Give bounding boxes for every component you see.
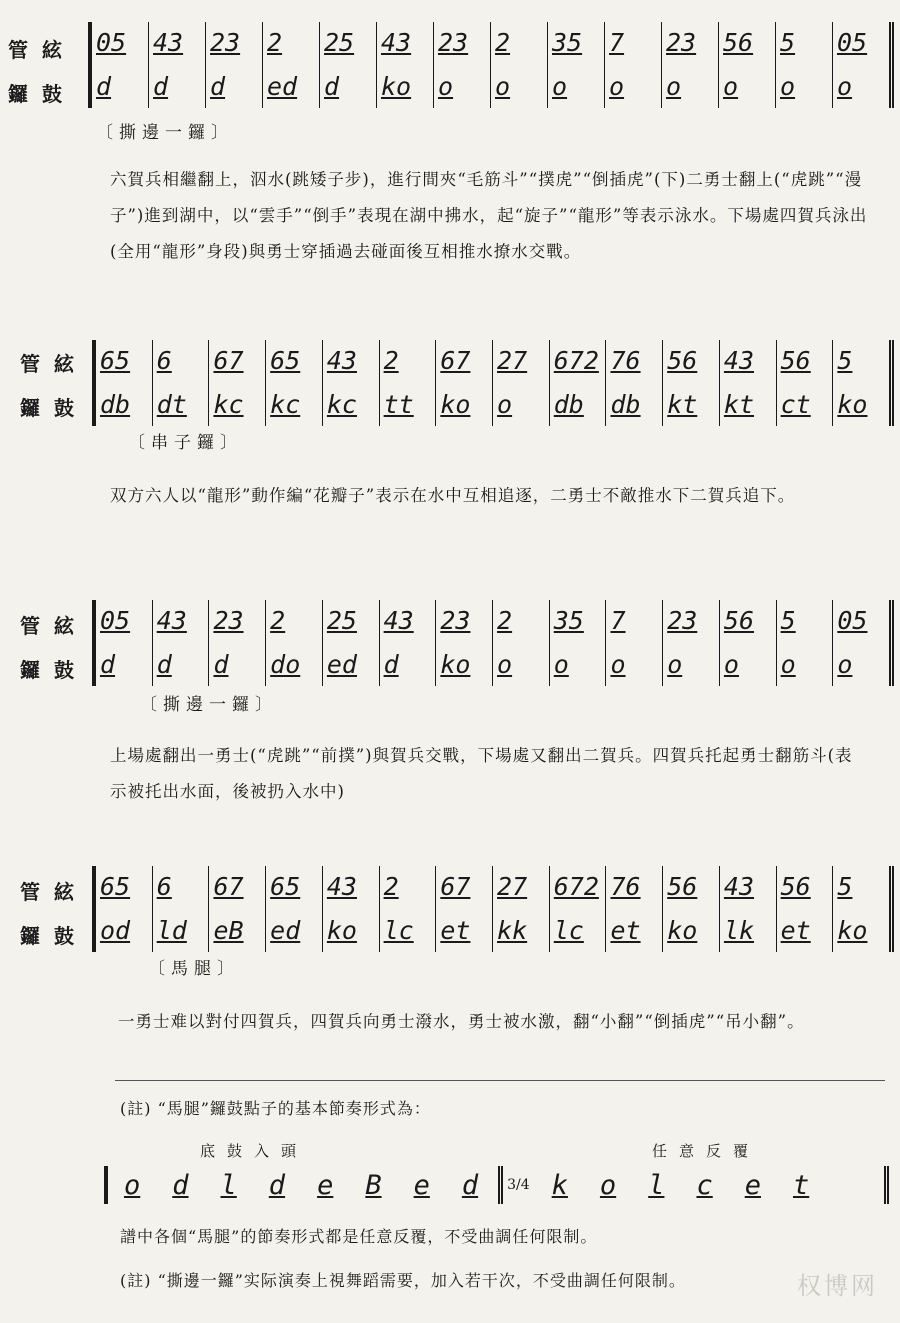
percussion-syllables: od: [100, 916, 131, 945]
measure: [550, 866, 607, 952]
measure: [550, 600, 607, 686]
percussion-syllables: kc: [270, 390, 301, 419]
rhythm-syllable: e: [317, 1169, 334, 1201]
melody-notes: 6: [156, 346, 172, 375]
percussion-syllables: o: [497, 650, 513, 679]
melody-notes: 23: [213, 606, 244, 635]
row-label-bottom: 鑼鼓: [20, 658, 88, 682]
melody-notes: 05: [100, 606, 131, 635]
melody-notes: 05: [837, 606, 868, 635]
melody-notes: 65: [270, 872, 301, 901]
melody-notes: 5: [780, 28, 796, 57]
melody-notes: 76: [610, 346, 641, 375]
percussion-syllables: o: [438, 72, 454, 101]
percussion-syllables: lk: [723, 916, 755, 945]
percussion-syllables: d: [324, 72, 340, 101]
measure: [606, 600, 663, 686]
measure: [662, 22, 719, 108]
percussion-syllables: o: [667, 650, 683, 679]
measure: [833, 866, 889, 952]
percussion-syllables: d: [210, 72, 226, 101]
stage-direction-4: 一勇士难以對付四賀兵，四賀兵向勇士潑水，勇士被水激，翻“小翻”“倒插虎”“吊小翻”。: [118, 1012, 805, 1031]
percussion-syllables: ko: [440, 390, 471, 419]
percussion-syllables: ed: [270, 916, 301, 945]
percussion-syllables: ko: [381, 72, 412, 101]
percussion-syllables: o: [552, 72, 568, 101]
melody-notes: 76: [610, 872, 641, 901]
melody-notes: 67: [440, 346, 471, 375]
melody-notes: 23: [440, 606, 471, 635]
percussion-syllables: kc: [213, 390, 244, 419]
rhythm-syllable: l: [220, 1169, 237, 1201]
melody-notes: 43: [153, 28, 184, 57]
melody-notes: 43: [723, 872, 755, 901]
melody-notes: 25: [324, 28, 355, 57]
measure: [434, 22, 491, 108]
percussion-syllables: kk: [497, 916, 528, 945]
measure: [153, 340, 210, 426]
melody-notes: 5: [837, 346, 853, 375]
bracket-label: 〔撕邊一鑼〕: [140, 695, 278, 715]
melody-notes: 56: [667, 872, 698, 901]
percussion-syllables: ko: [837, 390, 868, 419]
measure: [380, 866, 437, 952]
measure: [777, 340, 834, 426]
pattern-separator: [498, 1166, 503, 1204]
bracket-label: 〔串子鑼〕: [128, 433, 243, 453]
measure: [720, 866, 777, 952]
measure: [436, 600, 493, 686]
melody-notes: 5: [780, 606, 796, 635]
melody-notes: 43: [383, 606, 414, 635]
percussion-syllables: ko: [326, 916, 357, 945]
measure: [833, 340, 889, 426]
staff: [92, 600, 894, 686]
melody-notes: 43: [326, 872, 357, 901]
percussion-syllables: et: [610, 916, 641, 945]
melody-notes: 56: [780, 872, 811, 901]
measure: [320, 22, 377, 108]
stage-direction-3: 上場處翻出一勇士(“虎跳”“前撲”)與賀兵交戰，下場處又翻出二賀兵。四賀兵托起勇士翻筋斗(表示被托出水面，後被扔入水中): [110, 746, 853, 801]
melody-notes: 67: [440, 872, 471, 901]
percussion-syllables: o: [780, 72, 796, 101]
bracket-label: 〔撕邊一鑼〕: [96, 123, 234, 143]
measure: [493, 600, 550, 686]
measure: [777, 866, 834, 952]
percussion-syllables: db: [100, 390, 131, 419]
row-label-top: 管絃: [20, 352, 88, 376]
percussion-syllables: ct: [780, 390, 811, 419]
percussion-syllables: o: [837, 72, 853, 101]
measure: [833, 600, 889, 686]
percussion-syllables: kt: [667, 390, 698, 419]
measure: [550, 340, 607, 426]
percussion-syllables: db: [553, 390, 584, 419]
percussion-syllables: o: [497, 390, 513, 419]
melody-notes: 25: [326, 606, 357, 635]
melody-notes: 7: [609, 28, 625, 57]
melody-notes: 65: [100, 346, 131, 375]
measure: [720, 340, 777, 426]
melody-notes: 35: [553, 606, 584, 635]
row-label-bottom: 鑼鼓: [20, 396, 88, 420]
measure: [153, 600, 210, 686]
rhythm-syllable: o: [124, 1169, 141, 1201]
percussion-syllables: d: [100, 650, 116, 679]
percussion-syllables: o: [723, 650, 739, 679]
measure: [436, 866, 493, 952]
row-label-top: 管絃: [8, 38, 76, 62]
melody-notes: 65: [100, 872, 131, 901]
percussion-syllables: eB: [213, 916, 244, 945]
measure: [92, 22, 149, 108]
measure: [209, 866, 266, 952]
stage-direction-1: 六賀兵相繼翻上，泅水(跳矮子步)，進行間夾“毛筋斗”“撲虎”“倒插虎”(下)二勇士翻上(“虎跳”“漫子”)進到湖中，以“雲手”“倒手”表現在湖中拂水，起“旋子”“龍形”等表示泳水。下場處四賀兵泳出(全用“龍形”身段)與勇士穿插過去碰面後互相推水撩水交戰。: [110, 170, 868, 261]
percussion-syllables: o: [553, 650, 569, 679]
melody-notes: 23: [666, 28, 697, 57]
melody-notes: 35: [552, 28, 583, 57]
measure: [606, 340, 663, 426]
melody-notes: 2: [270, 606, 286, 635]
melody-notes: 65: [270, 346, 301, 375]
percussion-syllables: ed: [326, 650, 357, 679]
melody-notes: 2: [267, 28, 283, 57]
melody-notes: 27: [497, 346, 528, 375]
melody-notes: 56: [723, 606, 755, 635]
percussion-syllables: o: [837, 650, 853, 679]
percussion-syllables: o: [723, 72, 739, 101]
percussion-syllables: ko: [667, 916, 698, 945]
measure: [776, 22, 833, 108]
measure: [380, 600, 437, 686]
percussion-syllables: o: [610, 650, 626, 679]
rhythm-syllable: B: [365, 1169, 382, 1201]
percussion-syllables: et: [440, 916, 471, 945]
measure: [266, 340, 323, 426]
melody-notes: 56: [723, 28, 754, 57]
row-label-top: 管絃: [20, 614, 88, 638]
percussion-syllables: o: [780, 650, 796, 679]
melody-notes: 23: [667, 606, 698, 635]
row-label-bottom: 鑼鼓: [20, 924, 88, 948]
rhythm-syllable: d: [172, 1169, 189, 1201]
measure: [491, 22, 548, 108]
measure: [663, 340, 720, 426]
melody-notes: 43: [381, 28, 412, 57]
percussion-syllables: o: [495, 72, 511, 101]
measure: [266, 866, 323, 952]
measure: [833, 22, 889, 108]
rhythm-syllable: k: [551, 1169, 568, 1201]
melody-notes: 56: [667, 346, 698, 375]
rhythm-syllable: c: [696, 1169, 713, 1201]
measure: [663, 866, 720, 952]
percussion-syllables: tt: [383, 390, 414, 419]
note-mati-rhythm: (註) “馬腿”鑼鼓點子的基本節奏形式為：: [120, 1099, 431, 1118]
divider-line: [115, 1080, 885, 1081]
measure: [209, 600, 266, 686]
note-repeat-freely: 譜中各個“馬腿”的節奏形式都是任意反覆，不受曲調任何限制。: [120, 1227, 598, 1246]
percussion-syllables: d: [383, 650, 399, 679]
percussion-syllables: et: [780, 916, 811, 945]
melody-notes: 67: [213, 872, 244, 901]
staff: [92, 340, 894, 426]
measure: [206, 22, 263, 108]
percussion-syllables: do: [270, 650, 301, 679]
rhythm-syllable: e: [413, 1169, 430, 1201]
measure: [606, 866, 663, 952]
melody-notes: 2: [495, 28, 511, 57]
staff: [88, 22, 894, 108]
percussion-syllables: ed: [267, 72, 298, 101]
row-label-bottom: 鑼鼓: [8, 82, 76, 106]
melody-notes: 43: [326, 346, 357, 375]
percussion-syllables: ko: [440, 650, 471, 679]
measure: [720, 600, 777, 686]
percussion-syllables: o: [666, 72, 682, 101]
melody-notes: 56: [780, 346, 811, 375]
measure: [380, 340, 437, 426]
melody-notes: 672: [553, 346, 599, 375]
melody-notes: 23: [210, 28, 241, 57]
rhythm-syllable: e: [744, 1169, 761, 1201]
measure: [323, 340, 380, 426]
percussion-syllables: lc: [553, 916, 584, 945]
rhythm-syllable: t: [792, 1169, 810, 1201]
pattern-header-right: 任意反覆: [652, 1142, 761, 1160]
time-signature: 3/4: [507, 1177, 530, 1193]
melody-notes: 43: [156, 606, 187, 635]
watermark-logo: 权博网: [797, 1272, 878, 1300]
pattern-header-left: 底鼓入頭: [200, 1142, 309, 1160]
percussion-syllables: d: [156, 650, 172, 679]
percussion-syllables: o: [609, 72, 625, 101]
melody-notes: 2: [497, 606, 513, 635]
rhythm-pattern: [104, 1166, 889, 1204]
measure: [96, 600, 153, 686]
measure: [153, 866, 210, 952]
measure: [663, 600, 720, 686]
melody-notes: 2: [383, 872, 399, 901]
melody-notes: 27: [497, 872, 528, 901]
measure: [493, 866, 550, 952]
percussion-syllables: d: [153, 72, 169, 101]
rhythm-syllable: o: [599, 1169, 617, 1201]
rhythm-syllable: l: [648, 1169, 665, 1201]
measure: [209, 340, 266, 426]
measure: [263, 22, 320, 108]
bracket-label: 〔馬腿〕: [148, 959, 240, 979]
measure: [605, 22, 662, 108]
measure: [323, 866, 380, 952]
measure: [149, 22, 206, 108]
melody-notes: 67: [213, 346, 244, 375]
measure: [96, 340, 153, 426]
percussion-syllables: kc: [326, 390, 357, 419]
measure: [493, 340, 550, 426]
melody-notes: 05: [837, 28, 868, 57]
measure: [377, 22, 434, 108]
staff: [92, 866, 894, 952]
rhythm-syllable: d: [461, 1169, 479, 1201]
melody-notes: 672: [553, 872, 599, 901]
measure: [96, 866, 153, 952]
percussion-syllables: d: [96, 72, 112, 101]
measure: [777, 600, 834, 686]
percussion-syllables: db: [610, 390, 641, 419]
row-label-top: 管絃: [20, 880, 88, 904]
percussion-syllables: dt: [156, 390, 187, 419]
melody-notes: 2: [383, 346, 399, 375]
melody-notes: 6: [156, 872, 172, 901]
melody-notes: 7: [610, 606, 626, 635]
percussion-syllables: ld: [156, 916, 187, 945]
percussion-syllables: d: [213, 650, 229, 679]
rhythm-syllable: d: [268, 1169, 286, 1201]
measure: [436, 340, 493, 426]
stage-direction-2: 双方六人以“龍形”動作編“花瓣子”表示在水中互相追逐，二勇士不敵推水下二賀兵追下。: [110, 486, 796, 505]
note-sibian-yiluo: (註) “撕邊一鑼”实际演奏上視舞蹈需要，加入若干次，不受曲調任何限制。: [120, 1271, 686, 1290]
melody-notes: 23: [438, 28, 469, 57]
percussion-syllables: kt: [723, 390, 755, 419]
percussion-syllables: ko: [837, 916, 868, 945]
measure: [548, 22, 605, 108]
measure: [719, 22, 776, 108]
melody-notes: 43: [723, 346, 755, 375]
measure: [266, 600, 323, 686]
melody-notes: 5: [837, 872, 853, 901]
melody-notes: 05: [96, 28, 127, 57]
percussion-syllables: lc: [383, 916, 414, 945]
measure: [323, 600, 380, 686]
